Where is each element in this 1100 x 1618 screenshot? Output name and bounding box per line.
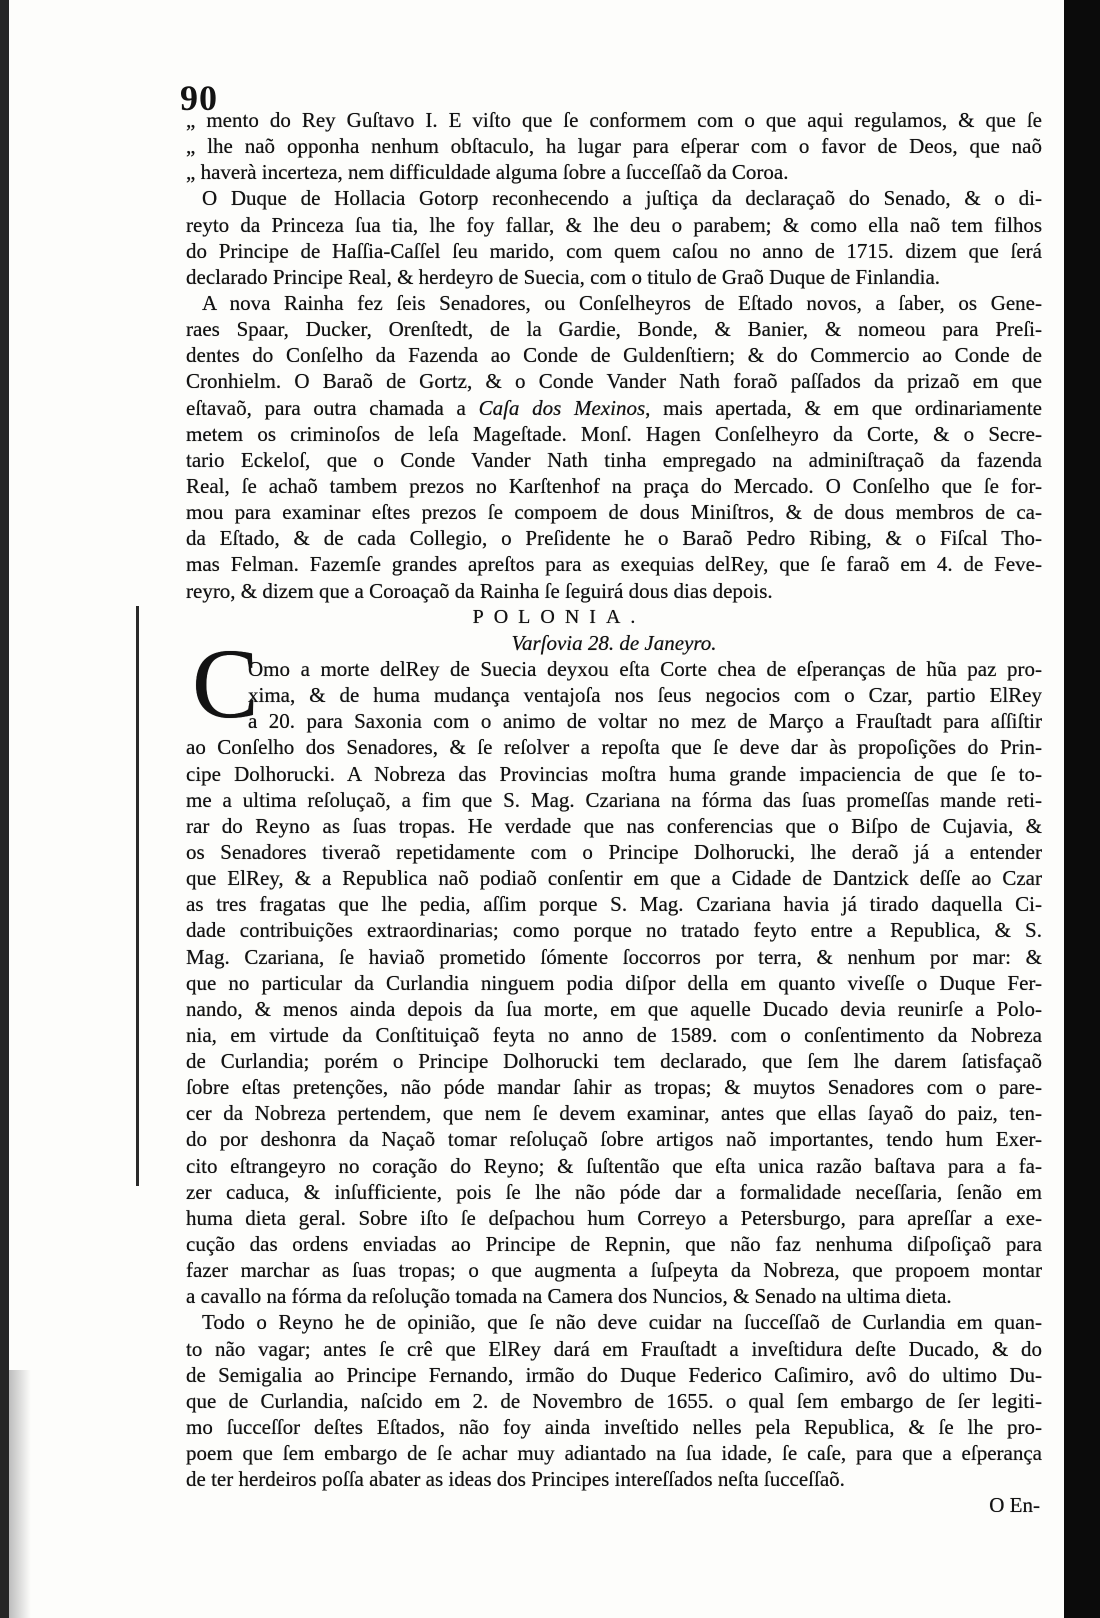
text-line: cito eſtrangeyro no coração do Reyno; & ſuſtentão que eſta unica razão baſtava para a fa- [186,1153,1042,1178]
text-line: dentes do Conſelho da Fazenda ao Conde de Guldenſtiern; & do Commercio ao Conde de [186,343,1042,368]
page-text [186,107,1042,1519]
text-line: metem os criminoſos de leſa Mageſtade. Monſ. Hagen Conſelheyro da Corte, & o Secre- [186,421,1042,446]
catchword: O En- [989,1493,1040,1518]
text-line: a 20. para Saxonia com o animo de voltar no mez de Março a Frauſtadt para aſſiſtir [248,709,1042,734]
dateline: Varſovia 28. de Janeyro. [511,630,717,655]
gutter-line [136,606,139,1186]
paragraph [186,656,1042,1310]
paragraph [186,290,1042,604]
text-segment: eſtavaõ, para outra chamada a [186,395,479,420]
text-line: do por deshonra da Naçaõ tomar reſoluçaõ ſobre artigos naõ importantes, tendo hum Exer- [186,1127,1042,1152]
text-line: nando, & menos ainda depois da ſua morte, em que aquelle Ducado devia reunirſe a Polo- [186,996,1042,1021]
text-line: reyto da Princeza ſua tia, lhe foy fallar, & lhe deu o parabem; & como ella naõ tem filhos [186,212,1042,237]
text-line: Real, ſe achaõ tambem prezos no Karſtenhof na praça do Mercado. O Conſelho que ſe for- [186,473,1042,498]
text-line: ſobre eſtas pretenções, não póde mandar ſahir as tropas; & muytos Senadores com o pare- [186,1075,1042,1100]
italic-text: Caſa dos Mexinos [478,395,646,420]
text-line: a cavallo na fórma da reſolução tomada na Camera dos Nuncios, & Senado na ultima dieta. [186,1284,952,1309]
text-line: que no particular da Curlandia ninguem podia diſpor della em quanto viveſſe o Duque Fer- [186,970,1042,995]
text-line: A nova Rainha fez ſeis Senadores, ou Conſelheyros de Eſtado novos, a ſaber, os Gene- [202,290,1042,315]
text-line: fazer marchar as ſuas tropas; o que augmenta a ſuſpeyta da Nobreza, que propoem montar [186,1258,1042,1283]
text-line: Todo o Reyno he de opinião, que ſe não deve cuidar na ſucceſſaõ de Curlandia em quan- [202,1310,1042,1335]
text-line: tario Eckeloſ, que o Conde Vander Nath tinha empregado na adminiſtraçaõ da fazenda [186,447,1042,472]
text-line: declarado Principe Real, & herdeyro de Suecia, com o titulo de Graõ Duque de Finlandia. [186,264,941,289]
text-line: que de Curlandia, naſcido em 2. de Novembro de 1655. o qual ſem embargo de ſer legiti- [186,1388,1042,1413]
text-line: cução das ordens enviadas ao Principe de Repnin, que não faz nenhuma diſpoſiçaõ para [186,1232,1042,1257]
text-line: me a ultima reſoluçaõ, a fim que S. Mag. Czariana na fórma das ſuas promeſſas mande reti- [186,787,1042,812]
text-line: rar do Reyno as ſuas tropas. He verdade que nas conferencias que o Biſpo de Cujavia, & [186,813,1042,838]
scan-edge-right [1064,0,1100,1618]
text-line: Cronhielm. O Baraõ de Gortz, & o Conde Vander Nath foraõ paſſados da prizaõ em que [186,369,1042,394]
text-line: „ haverà incerteza, nem difficuldade alguma ſobre a ſucceſſaõ da Coroa. [186,160,789,185]
paragraph [186,1309,1042,1492]
drop-cap: C [192,627,259,739]
text-line: „ mento do Rey Guſtavo I. E viſto que ſe conformem com o que aqui regulamos, & que ſe [186,108,1042,132]
text-line: ao Conſelho dos Senadores, & ſe reſolver a repoſta que ſe deve dar às propoſições do Prin- [186,735,1042,760]
text-line: poem que ſem embargo de ſe achar muy adiantado na ſua idade, ſe caſe, para que a eſperança [186,1441,1042,1466]
text-line: de Semigalia ao Principe Fernando, irmão do Duque Federico Caſimiro, avô do ultimo Du- [186,1362,1042,1387]
scan-edge-left [0,0,9,1618]
text-line: as tres fragatas que lhe pedia, aſſim porque S. Mag. Czariana havia já tirado daquella Ci- [186,892,1042,917]
text-line: do Principe de Haſſia-Caſſel ſeu marido, com quem caſou no anno de 1715. dizem que ſerá [186,238,1042,263]
sweden-news-section [186,107,1042,604]
text-line: de ter herdeiros poſſa abater as ideas dos Principes intereſſados neſta ſucceſſaõ. [186,1467,845,1492]
text-line: Omo a morte delRey de Suecia deyxou eſta Corte chea de eſperanças de hũa paz pro- [248,656,1042,681]
text-line: to não vagar; antes ſe crê que ElRey dará em Frauſtadt a inveſtidura deſte Ducado, & do [186,1336,1042,1361]
text-line: huma dieta geral. Sobre iſto ſe deſpachou hum Correyo a Petersburgo, para apreſſar a exe- [186,1205,1042,1230]
section-heading-polonia: POLONIA. [472,605,646,628]
text-line: raes Spaar, Ducker, Orenſtedt, de la Gardie, Bonde, & Banier, & nomeou para Preſi- [186,317,1042,342]
text-line [186,395,1042,421]
text-line: de Curlandia; porém o Principe Dolhorucki tem declarado, que ſem lhe darem ſatisfaçaõ [186,1049,1042,1074]
text-line: Mag. Czariana, ſe haviaõ prometido ſómente ſoccorros por terra, & nenhum por mar: & [186,944,1042,969]
text-line: da Eſtado, & de cada Collegio, o Preſidente he o Baraõ Pedro Ribing, & o Fiſcal Tho- [186,526,1042,551]
text-line: xima, & de huma mudança ventajoſa nos ſeus negocios com o Czar, partio ElRey [248,683,1042,708]
text-line: reyro, & dizem que a Coroaçaõ da Rainha ſe ſeguirá dous dias depois. [186,578,773,603]
text-line: que ElRey, & a Republica naõ podiaõ conſentir em que a Cidade de Dantzick deſſe ao Czar [186,866,1042,891]
text-line: zer caduca, & inſufficiente, pois ſe lhe não póde dar a formalidade neceſſaria, ſenão em [186,1179,1042,1204]
text-line: „ lhe naõ opponha nenhum obſtaculo, ha lugar para eſperar com o favor de Deos, que naõ [186,134,1042,159]
text-line: cer da Nobreza pertendem, que nem ſe devem examinar, antes que ellas ſayaõ do paiz, ten- [186,1101,1042,1126]
text-segment: , mais apertada, & em que ordinariamente [645,395,1042,420]
scan-shadow-left [9,1370,31,1618]
text-line: mou para examinar eſtes prezos ſe compoem de dous Miniſtros, & de dous membros de ca- [186,500,1042,525]
text-line: nia, em virtude da Conſtituiçaõ feyta no anno de 1589. com o conſentimento da Nobreza [186,1022,1042,1047]
text-line: os Senadores tiveraõ repetidamente com o Principe Dolhorucki, lhe deraõ já a entender [186,839,1042,864]
text-line: mo ſucceſſor deſtes Eſtados, não foy ainda inveſtido nelles pela Republica, & ſe lhe pro- [186,1415,1042,1440]
text-line: dade contribuições extraordinarias; como porque no tratado feyto entre a Republica, & S. [186,918,1042,943]
text-line: mas Felman. Fazemſe grandes apreſtos para as exequias delRey, que ſe faraõ em 4. de Feve- [186,552,1042,577]
paragraph [186,107,1042,185]
text-line: cipe Dolhorucki. A Nobreza das Provincias moſtra huma grande impaciencia de que ſe to- [186,761,1042,786]
page-number: 90 [180,78,218,118]
text-line: O Duque de Hollacia Gotorp reconhecendo a juſtiça da declaraçaõ do Senado, & o di- [202,186,1042,211]
paragraph [186,185,1042,290]
